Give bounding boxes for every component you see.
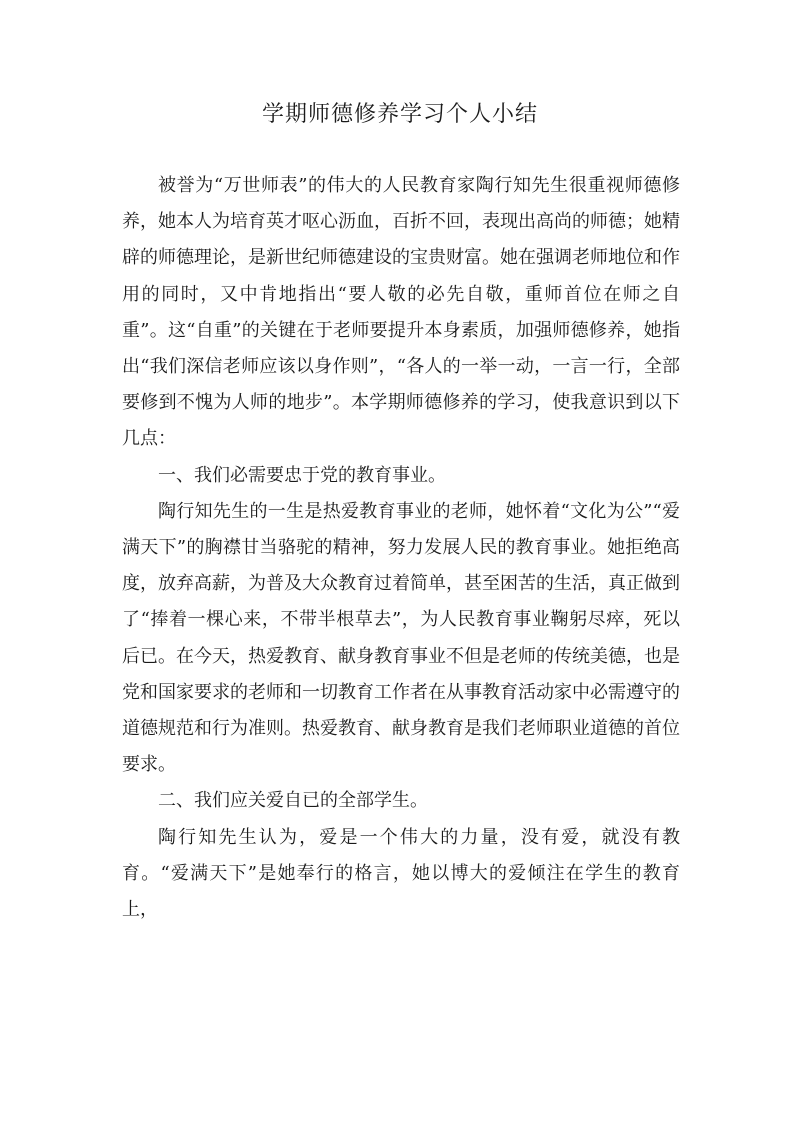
paragraph-intro: 被誉为“万世师表”的伟大的人民教育家陶行知先生很重视师德修养，她本人为培育英才呕心沥血，百折不回，表现出高尚的师德；她精辟的师德理论，是新世纪师德建设的宝贵财富。她在强调老师地位和作用的同时，又中肯地指出“要人敬的必先自敬，重师首位在师之自重”。这“自重”的关键在于老师要提升本身素质，加强师德修养，她指出“我们深信老师应该以身作则”，“各人的一举一动，一言一行，全部要修到不愧为人师的地步”。本学期师德修养的学习，使我意识到以下几点：	[122, 175, 680, 450]
section-heading-2: 二、我们应关爱自已的全部学生。	[158, 790, 428, 812]
paragraph-section-1: 陶行知先生的一生是热爱教育事业的老师，她怀着“文化为公”“爱满天下”的胸襟甘当骆驼的精神，努力发展人民的教育事业。她拒绝高度，放弃高薪，为普及大众教育过着简单，甚至困苦的生活，真正做到了“捧着一棵心来，不带半根草去”，为人民教育事业鞠躬尽瘁，死以后已。在今天，热爱教育、献身教育事业不但是老师的传统美德，也是党和国家要求的老师和一切教育工作者在从事教育活动家中必需遵守的道德规范和行为准则。热爱教育、献身教育是我们老师职业道德的首位要求。	[122, 500, 680, 776]
document-title: 学期师德修养学习个人小结	[261, 102, 538, 127]
paragraph-section-2: 陶行知先生认为，爱是一个伟大的力量，没有爱，就没有教育。“爱满天下”是她奉行的格言，她以博大的爱倾注在学生的教育上，	[122, 826, 680, 921]
section-heading-1: 一、我们必需要忠于党的教育事业。	[158, 464, 446, 486]
document-body	[122, 168, 680, 928]
